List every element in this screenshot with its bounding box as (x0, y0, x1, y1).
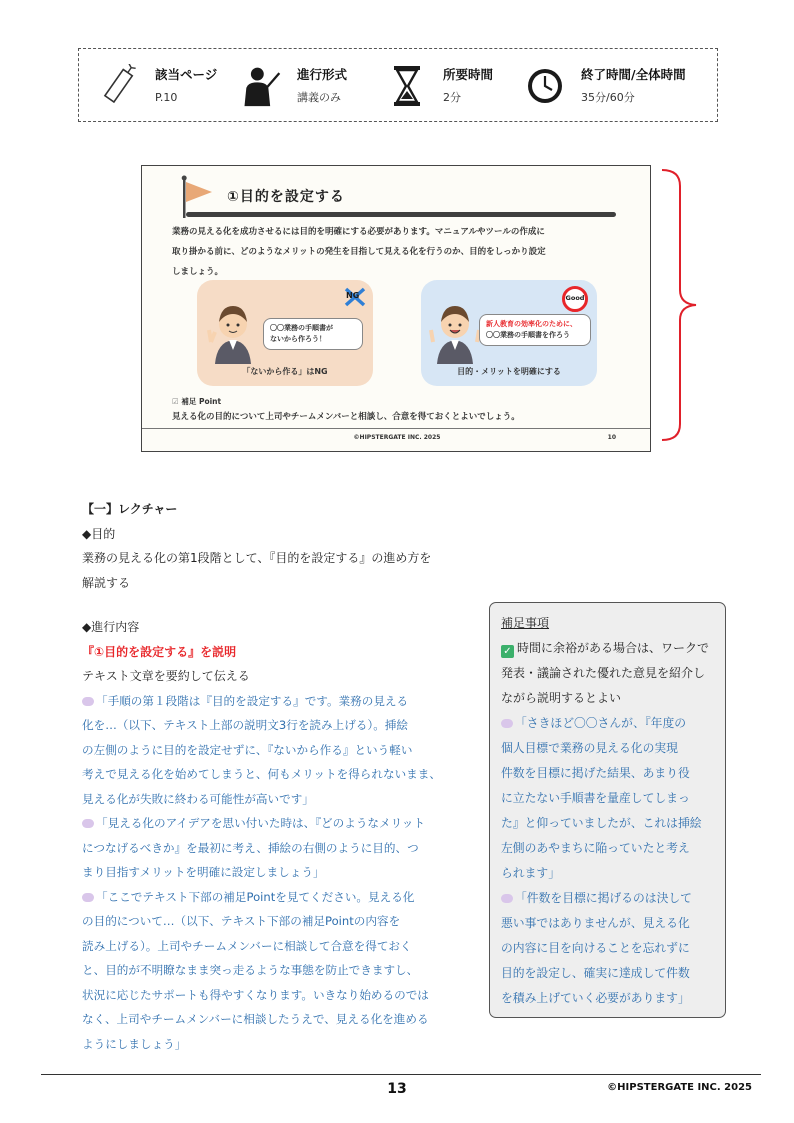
slide-copyright: ©HIPSTERGATE INC. 2025 (353, 434, 441, 441)
progress-label: ◆進行内容 (82, 620, 140, 634)
point-label (172, 396, 221, 407)
note-quote-line: 「さきほど〇〇さんが、『年度の (501, 711, 714, 736)
info-label: 進行形式 (297, 67, 348, 82)
ng-badge: NG (346, 291, 360, 300)
good-caption: 目的・メリットを明確にする (457, 367, 561, 376)
quote-line: 状況に応じたサポートも得やすくなります。いきなり始めるのでは (82, 987, 429, 1002)
check-icon: ✓ (501, 645, 514, 658)
slide-thumbnail (141, 165, 651, 452)
good-speech-bubble (479, 314, 591, 346)
note-intro-line: ✓ 時間に余裕がある場合は、ワークで (501, 636, 714, 661)
bubble-line: 〇〇業務の手順書が (270, 324, 333, 332)
note-intro-line: 発表・議論された優れた意見を紹介し (501, 666, 706, 680)
footer-divider (41, 1074, 761, 1075)
purpose-line: 解説する (82, 575, 131, 590)
bookmark-icon (97, 64, 141, 108)
bubble-line: 新人教育の効率化のために、 (486, 320, 577, 328)
quote-line: 「見える化のアイデアを思い付いた時は、『どのようなメリット (82, 811, 452, 836)
person-illustration (427, 296, 483, 364)
quote-line: 考えで見える化を始めてしまうと、何もメリットを得られないまま、 (82, 767, 441, 781)
bubble-line: 〇〇業務の手順書を作ろう (486, 331, 570, 339)
point-label-text: 補足 Point (181, 397, 222, 406)
quote-line: の左側のように目的を設定せずに、『ないから作る』という軽い (82, 742, 413, 757)
note-intro-line: ながら説明するとよい (501, 691, 622, 705)
info-value: P.10 (155, 91, 178, 104)
step-desc: テキスト文章を要約して伝える (82, 669, 250, 683)
info-duration (385, 49, 493, 123)
info-box (78, 48, 718, 122)
slide-body-line: 取り掛かる前に、どのようなメリットの発生を目指して見える化を行うのか、目的をしっかり設定 (172, 247, 546, 257)
note-quote-line: に立たない手順書を量産してしまっ (501, 791, 690, 805)
info-label: 該当ページ (155, 67, 218, 82)
bubble-line: ないから作ろう！ (270, 335, 326, 343)
note-quote-line: られます」 (501, 866, 560, 880)
info-page (97, 49, 217, 123)
note-quote-line: 目的を設定し、確実に達成して件数 (501, 966, 690, 980)
quote-line: 「手順の第１段階は『目的を設定する』です。業務の見える (82, 689, 452, 714)
info-end-time (523, 49, 686, 123)
good-card (421, 280, 597, 386)
ng-card (197, 280, 373, 386)
info-value: 35分/60分 (581, 91, 635, 104)
hourglass-icon (385, 64, 429, 108)
right-brace (660, 168, 700, 442)
supplement-note (489, 602, 726, 1018)
purpose-line: 業務の見える化の第1段階として、『目的を設定する』の進め方を (82, 551, 432, 565)
section-heading: 【一】レクチャー (82, 502, 178, 516)
person-illustration (205, 296, 261, 364)
note-title: 補足事項 (501, 616, 550, 630)
quote-line: の目的について…（以下、テキスト下部の補足Pointの内容を (82, 914, 401, 928)
quote-line: と、目的が不明瞭なまま突っ走るような事態を防止できますし、 (82, 963, 419, 977)
slide-title: ①目的を設定する (227, 189, 345, 205)
quote-line: 「ここでテキスト下部の補足Pointを見てください。見える化 (82, 885, 452, 910)
check-icon: ☑ (172, 397, 182, 406)
clock-icon (523, 64, 567, 108)
good-badge: Good (565, 294, 585, 302)
info-value: 講義のみ (297, 91, 341, 104)
note-quote-line: 個人目標で業務の見える化の実現 (501, 741, 678, 755)
info-label: 終了時間/全体時間 (581, 67, 686, 82)
speech-bubble-icon (501, 719, 513, 728)
slide-body-line: しましょう。 (172, 267, 224, 277)
note-quote-line: を積み上げていく必要があります」 (501, 991, 690, 1005)
speech-bubble-icon (501, 894, 513, 903)
step-title: 『①目的を設定する』を説明 (82, 644, 237, 659)
speech-bubble-icon (82, 819, 94, 828)
footer-copyright: ©HIPSTERGATE INC. 2025 (607, 1082, 752, 1093)
lecturer-icon (239, 64, 283, 108)
quote-line: まり目指すメリットを明確に設定しましょう」 (82, 865, 325, 879)
info-value: 2分 (443, 91, 461, 104)
slide-divider (142, 428, 651, 429)
note-quote-line: の内容に目を向けることを忘れずに (501, 941, 690, 955)
speech-bubble-icon (82, 893, 94, 902)
page-number: 13 (387, 1081, 407, 1097)
note-quote-line: 「件数を目標に掲げるのは決して (501, 886, 714, 911)
lecture-notes (82, 497, 452, 1056)
note-quote-line: 悪い事ではありませんが、見える化 (501, 916, 690, 930)
note-quote-line: た』と仰っていましたが、これは挿絵 (501, 816, 702, 830)
info-format (239, 49, 347, 123)
quote-line: 見える化が失敗に終わる可能性が高いです」 (82, 791, 314, 806)
point-text: 見える化の目的について上司やチームメンバーと相談し、合意を得ておくとよいでしょう。 (172, 412, 520, 422)
ng-caption: 「ないから作る」はNG (242, 367, 328, 376)
purpose-label: ◆目的 (82, 526, 116, 541)
speech-bubble-icon (82, 697, 94, 706)
quote-line: 化を…（以下、テキスト上部の説明文3行を読み上げる）。挿絵 (82, 718, 408, 732)
title-underline (186, 212, 616, 217)
quote-line: につなげるべきか』を最初に考え、挿絵の右側のように目的、つ (82, 840, 419, 855)
info-label: 所要時間 (443, 67, 494, 82)
ng-speech-bubble (263, 318, 363, 350)
quote-line: ようにしましょう」 (82, 1036, 187, 1051)
slide-body-line: 業務の見える化を成功させるには目的を明確にする必要があります。マニュアルやツールの作成に (172, 227, 545, 237)
note-quote-line: 左側のあやまちに陥っていたと考え (501, 841, 690, 855)
quote-line: なく、上司やチームメンバーに相談したうえで、見える化を進める (82, 1012, 429, 1026)
slide-page-number: 10 (607, 434, 616, 441)
slide-body (172, 222, 622, 282)
note-quote-line: 件数を目標に掲げた結果、あまり役 (501, 766, 690, 780)
quote-line: 読み上げる）。上司やチームメンバーに相談して合意を得ておく (82, 938, 412, 953)
